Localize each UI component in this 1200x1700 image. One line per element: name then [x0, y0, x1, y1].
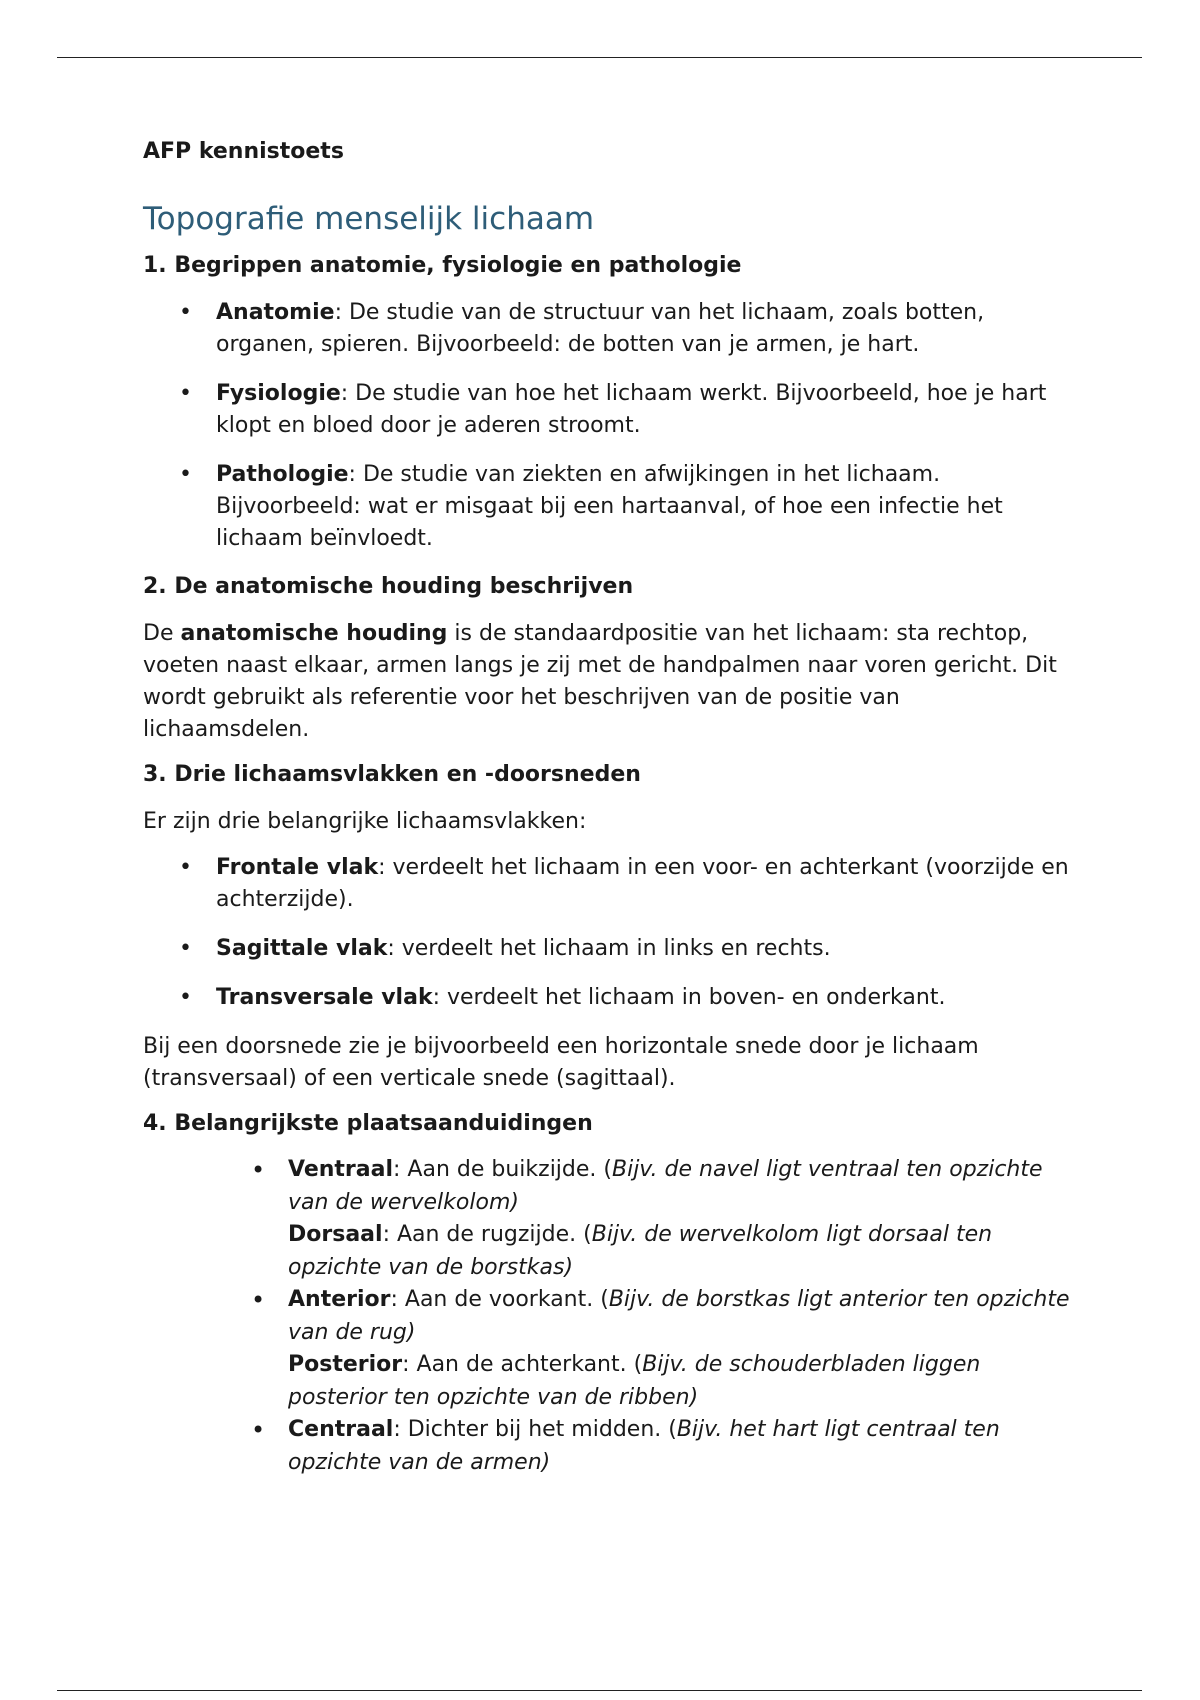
page-title: Topografie menselijk lichaam	[143, 200, 595, 237]
location-entry	[288, 1414, 1073, 1479]
term: Centraal	[288, 1417, 394, 1443]
example: Bijv. het hart ligt centraal ten opzichte van de armen)	[288, 1417, 1000, 1475]
term: anatomische houding	[180, 620, 448, 646]
definition: : De studie van de structuur van het lichaam, zoals botten, organen, spieren. Bijvoorbeeld: de botten van je armen, je hart.	[216, 300, 985, 358]
term: Pathologie	[216, 462, 349, 488]
definition: : verdeelt het lichaam in links en rechts.	[387, 935, 831, 961]
list-item	[143, 982, 1073, 1014]
location-entry	[288, 1219, 1073, 1284]
definition: : De studie van hoe het lichaam werkt. Bijvoorbeeld, hoe je hart klopt en bloed door je aderen stroomt.	[216, 381, 1047, 439]
definition: : Aan de rugzijde. (	[382, 1222, 592, 1248]
list-item	[143, 933, 1073, 965]
planes-list	[143, 852, 1073, 1014]
section-heading-3: 3. Drie lichaamsvlakken en -doorsneden	[143, 761, 641, 787]
list-item	[143, 1284, 1073, 1414]
document-label: AFP kennistoets	[143, 139, 344, 164]
list-item	[143, 1154, 1073, 1284]
term: Transversale vlak	[216, 984, 433, 1010]
term: Posterior	[288, 1352, 403, 1378]
list-item	[143, 297, 1073, 361]
location-entry	[288, 1284, 1073, 1349]
location-entry	[288, 1349, 1073, 1414]
location-entry	[288, 1154, 1073, 1219]
term: Ventraal	[288, 1157, 394, 1183]
list-item	[143, 852, 1073, 916]
locations-list	[143, 1154, 1073, 1479]
term: Sagittale vlak	[216, 935, 388, 961]
section-heading-4: 4. Belangrijkste plaatsaanduidingen	[143, 1110, 593, 1136]
definition: : Aan de buikzijde. (	[393, 1157, 612, 1183]
definition: : Aan de voorkant. (	[390, 1287, 609, 1313]
term: Anterior	[288, 1287, 391, 1313]
definitions-list	[143, 297, 1073, 555]
text: De	[143, 620, 181, 646]
example: Bijv. de borstkas ligt anterior ten opzichte van de rug)	[288, 1287, 1070, 1345]
definition: : Aan de achterkant. (	[402, 1352, 643, 1378]
example: Bijv. de schouderbladen liggen posterior ten opzichte van de ribben)	[288, 1352, 981, 1410]
definition: : Dichter bij het midden. (	[393, 1417, 677, 1443]
definition: : verdeelt het lichaam in boven- en onderkant.	[432, 984, 946, 1010]
footer-rule	[57, 1690, 1142, 1691]
document-page	[143, 138, 1073, 1493]
paragraph: Bij een doorsnede zie je bijvoorbeeld een horizontale snede door je lichaam (transversaal) of een verticale snede (sagittaal).	[143, 1033, 979, 1091]
list-item	[143, 459, 1073, 555]
term: Dorsaal	[288, 1222, 383, 1248]
term: Fysiologie	[216, 381, 341, 407]
example: Bijv. de wervelkolom ligt dorsaal ten opzichte van de borstkas)	[288, 1222, 993, 1280]
term: Frontale vlak	[216, 854, 379, 880]
paragraph: Er zijn drie belangrijke lichaamsvlakken:	[143, 808, 587, 834]
definition: : De studie van ziekten en afwijkingen in het lichaam. Bijvoorbeeld: wat er misgaat bij een hartaanval, of hoe een infectie het lichaam beïnvloedt.	[216, 462, 1003, 552]
header-rule	[57, 57, 1142, 58]
definition: : verdeelt het lichaam in een voor- en achterkant (voorzijde en achterzijde).	[216, 854, 1069, 912]
list-item	[143, 378, 1073, 442]
section-heading-2: 2. De anatomische houding beschrijven	[143, 574, 634, 600]
section-heading-1: 1. Begrippen anatomie, fysiologie en pathologie	[143, 253, 742, 279]
example: Bijv. de navel ligt ventraal ten opzichte van de wervelkolom)	[288, 1157, 1043, 1215]
paragraph	[143, 618, 1073, 746]
text: is de standaardpositie van het lichaam: sta rechtop, voeten naast elkaar, armen langs je zij met de handpalmen naar voren gericht. Dit wordt gebruikt als referentie voor het beschrijven van de positie van lichaamsdelen.	[143, 620, 1057, 742]
term: Anatomie	[216, 300, 335, 326]
list-item	[143, 1414, 1073, 1479]
